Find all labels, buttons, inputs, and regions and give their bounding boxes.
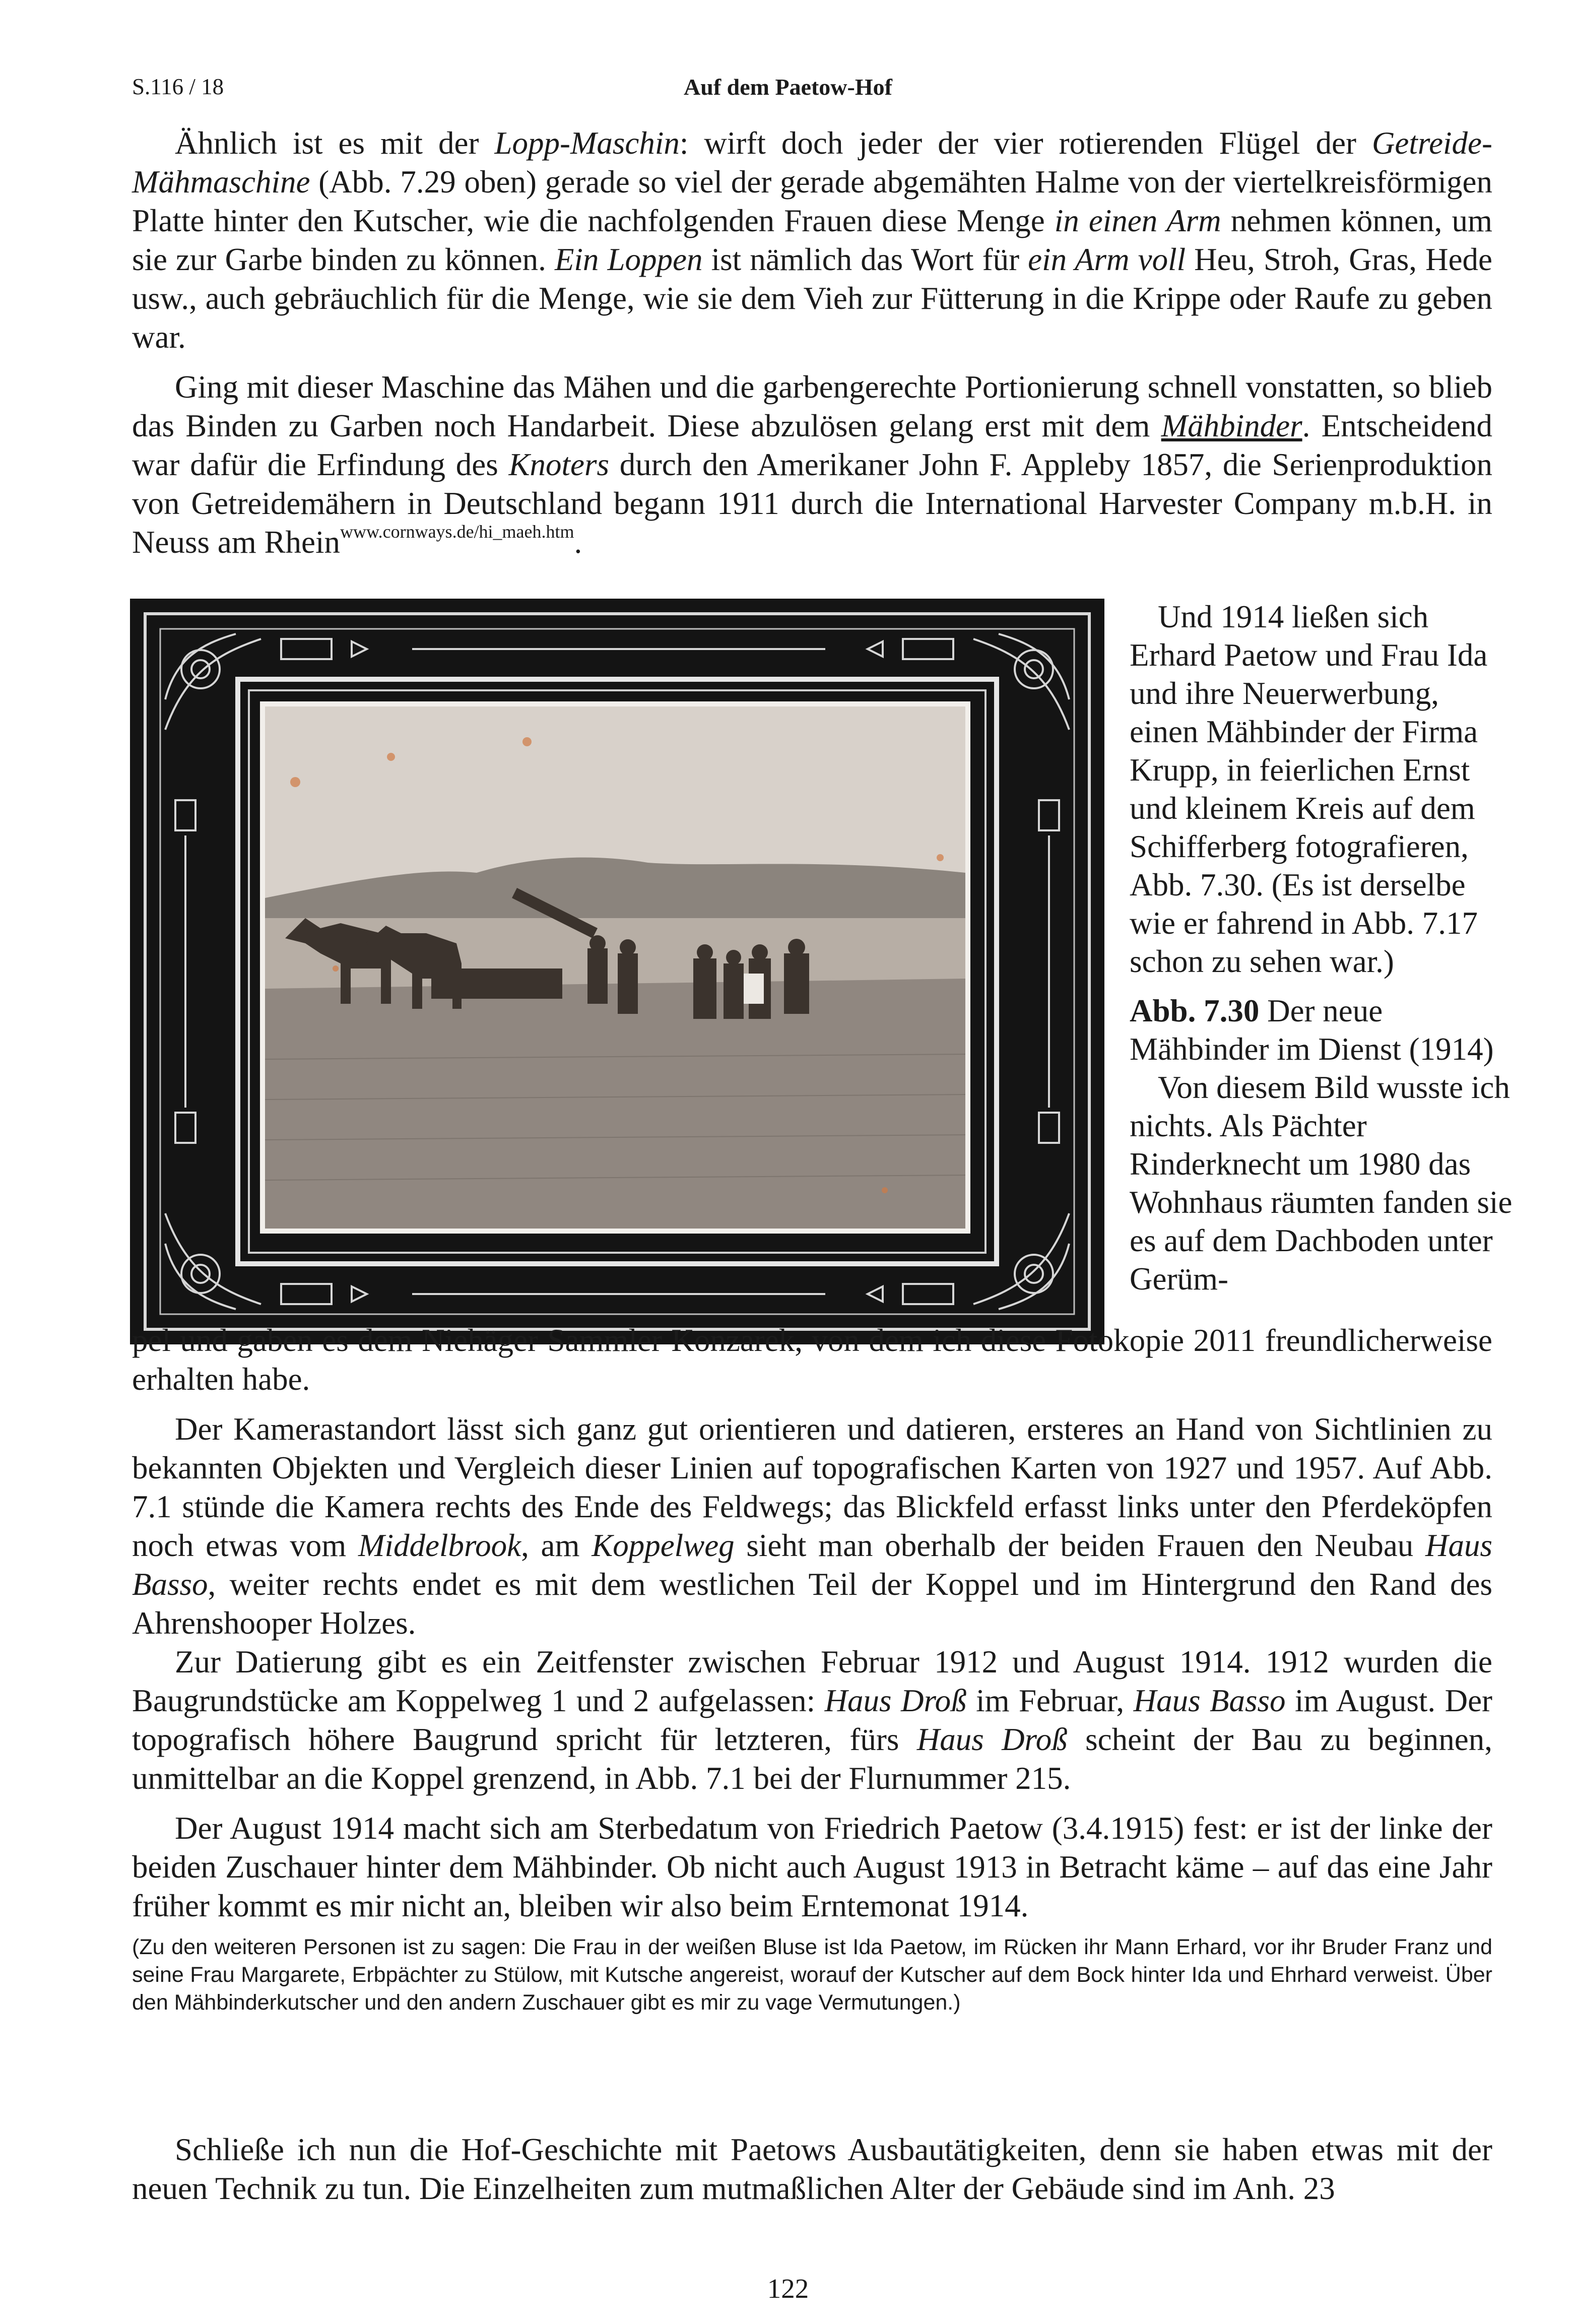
text-run: sieht man oberhalb der beiden Frauen den Neubau bbox=[734, 1528, 1425, 1563]
italic-term: Knoters bbox=[508, 447, 610, 482]
historic-photo bbox=[260, 701, 970, 1234]
text-run: Ging mit dieser Maschine das Mähen und die garbengerechte Portionierung schnell vonstatten, so blieb das Binden zu Garben noch Handarbeit. Diese abzulösen gelang erst mit dem bbox=[132, 369, 1492, 443]
text-run: , weiter rechts endet es mit dem westlichen Teil der Koppel und im Hintergrund den Rand des Ahrenshooper Holzes. bbox=[132, 1567, 1492, 1641]
italic-term: in einen Arm bbox=[1054, 203, 1221, 238]
text-run: , am bbox=[521, 1528, 592, 1563]
text-run: Der Kamerastandort lässt sich ganz gut orientieren und datieren, ersteres an Hand von Sichtlinien zu bekannten Objekten und Vergleich dieser Linien auf topografischen Karten von 1927 und 1957. Auf Abb. 7.1 stünde die Kamera rechts des Ende des Feldwegs; das Blickfeld erfasst links unter den Pferdeköpfen noch etwas vom bbox=[132, 1411, 1492, 1563]
italic-term: Lopp-Maschin bbox=[494, 125, 680, 161]
italic-term: Middelbrook bbox=[358, 1528, 521, 1563]
text-run: (Abb. 7.29 oben) gerade so viel der gerade abgemähten Halme von der viertelkreisförmigen Platte hinter den Kutscher, wie die nachfolgenden Frauen diese Menge bbox=[132, 164, 1492, 238]
photo-frame bbox=[130, 599, 1104, 1344]
text-run: im August. Der topografisch höhere Baugrund spricht für letzteren, fürs bbox=[132, 1683, 1493, 1757]
text-run: Heu, Stroh, Gras, Hede usw., auch gebräuchlich für die Menge, wie sie dem Vieh zur Fütterung in die Krippe oder Raufe zu geben war. bbox=[132, 242, 1493, 355]
side-paragraph: Und 1914 ließen sich Erhard Paetow und Frau Ida und ihre Neuerwerbung, einen Mähbinder der Firma Krupp, in feierlichen Ernst und kleinem Kreis auf dem Schifferberg fotografieren, Abb. 7.30. (Es ist derselbe wie er fahrend in Abb. 7.17 schon zu sehen war.) bbox=[1130, 599, 1488, 979]
paragraph-kamerastandort bbox=[132, 1410, 1492, 1643]
continuation-line: pel und gaben es dem Niehäger Sammler Konzarek, von dem ich diese Fotokopie 2011 freundlicherweise erhalten habe. bbox=[132, 1323, 1492, 1397]
page-reference: S.116 / 18 bbox=[132, 74, 224, 99]
paragraph-datierung bbox=[132, 1643, 1492, 1798]
web-reference: www.cornways.de/hi_maeh.htm bbox=[340, 522, 574, 542]
italic-term: Ein Loppen bbox=[554, 242, 703, 277]
italic-term: Haus Basso bbox=[132, 1528, 1492, 1602]
paragraph-lopp-maschin bbox=[132, 124, 1492, 357]
caption-label: Abb. 7.30 bbox=[1130, 993, 1260, 1028]
figure-caption bbox=[1130, 992, 1513, 1068]
intro-text bbox=[132, 124, 1492, 562]
text-run: . bbox=[574, 525, 582, 560]
text-run: : wirft doch jeder der vier rotierenden Flügel der bbox=[679, 125, 1372, 161]
final-text bbox=[132, 2131, 1492, 2208]
text-run: ist nämlich das Wort für bbox=[702, 242, 1028, 277]
italic-term: Koppelweg bbox=[592, 1528, 735, 1563]
text-run: Zur Datierung gibt es ein Zeitfenster zwischen Februar 1912 und August 1914. 1912 wurden die Baugrundstücke am Koppelweg 1 und 2 aufgelassen: bbox=[132, 1644, 1492, 1718]
side-paragraph-2: Von diesem Bild wusste ich nichts. Als Pächter Rinderknecht um 1980 das Wohnhaus räumten fanden sie es auf dem Dachboden unter Gerüm- bbox=[1130, 1070, 1513, 1297]
italic-term: Mähbinder bbox=[1161, 408, 1302, 443]
italic-term: ein Arm voll bbox=[1028, 242, 1186, 277]
page-number: 122 bbox=[767, 2273, 809, 2304]
italic-term: Haus Droß bbox=[916, 1722, 1068, 1757]
caption-text: Der neue Mähbinder im Dienst (1914) bbox=[1130, 993, 1494, 1067]
running-title: Auf dem Paetow-Hof bbox=[684, 74, 892, 100]
text-run: Ähnlich ist es mit der bbox=[175, 125, 495, 161]
continuation-text bbox=[132, 1321, 1492, 2017]
harvest-scene bbox=[265, 706, 965, 1229]
text-run: im Februar, bbox=[966, 1683, 1134, 1718]
side-column bbox=[1130, 598, 1513, 1298]
text-run: scheint der Bau zu beginnen, unmittelbar an die Koppel grenzend, in Abb. 7.1 bei der Flurnummer 215. bbox=[132, 1722, 1493, 1796]
paragraph-hof-geschichte: Schließe ich nun die Hof-Geschichte mit Paetows Ausbautätigkeiten, denn sie haben etwas mit der neuen Technik zu tun. Die Einzelheiten zum mutmaßlichen Alter der Gebäude sind im Anh. 23 bbox=[132, 2132, 1492, 2206]
text-run: nehmen können, um sie zur Garbe binden zu können. bbox=[132, 203, 1493, 277]
note-persons: (Zu den weiteren Personen ist zu sagen: Die Frau in der weißen Bluse ist Ida Paetow, im Rücken ihr Mann Erhard, vor ihr Bruder Franz und seine Frau Margarete, Erbpächter zu Stülow, mit Kutsche angereist, worauf der Kutscher auf dem Bock hinter Ida und Ehrhard verweist. Über den Mähbinderkutscher und den andern Zuschauer gibt es mir zu vage Vermutungen.) bbox=[132, 1935, 1492, 2015]
italic-term: Getreide-Mähmaschine bbox=[132, 125, 1492, 200]
text-run: . Entscheidend war dafür die Erfindung des bbox=[132, 408, 1492, 482]
paragraph-maehbinder bbox=[132, 368, 1492, 562]
paragraph-august-1914: Der August 1914 macht sich am Sterbedatum von Friedrich Paetow (3.4.1915) fest: er ist der linke der beiden Zuschauer hinter dem Mähbinder. Ob nicht auch August 1913 in Betracht käme – auf das eine Jahr früher kommt es mir nicht an, bleiben wir also beim Erntemonat 1914. bbox=[132, 1811, 1492, 1923]
italic-term: Haus Basso bbox=[1133, 1683, 1286, 1718]
text-run: durch den Amerikaner John F. Appleby 1857, die Serienproduktion von Getreidemähern in Deutschland begann 1911 durch die International Harvester Company m.b.H. in Neuss am Rhein bbox=[132, 447, 1492, 560]
italic-term: Haus Droß bbox=[824, 1683, 967, 1718]
